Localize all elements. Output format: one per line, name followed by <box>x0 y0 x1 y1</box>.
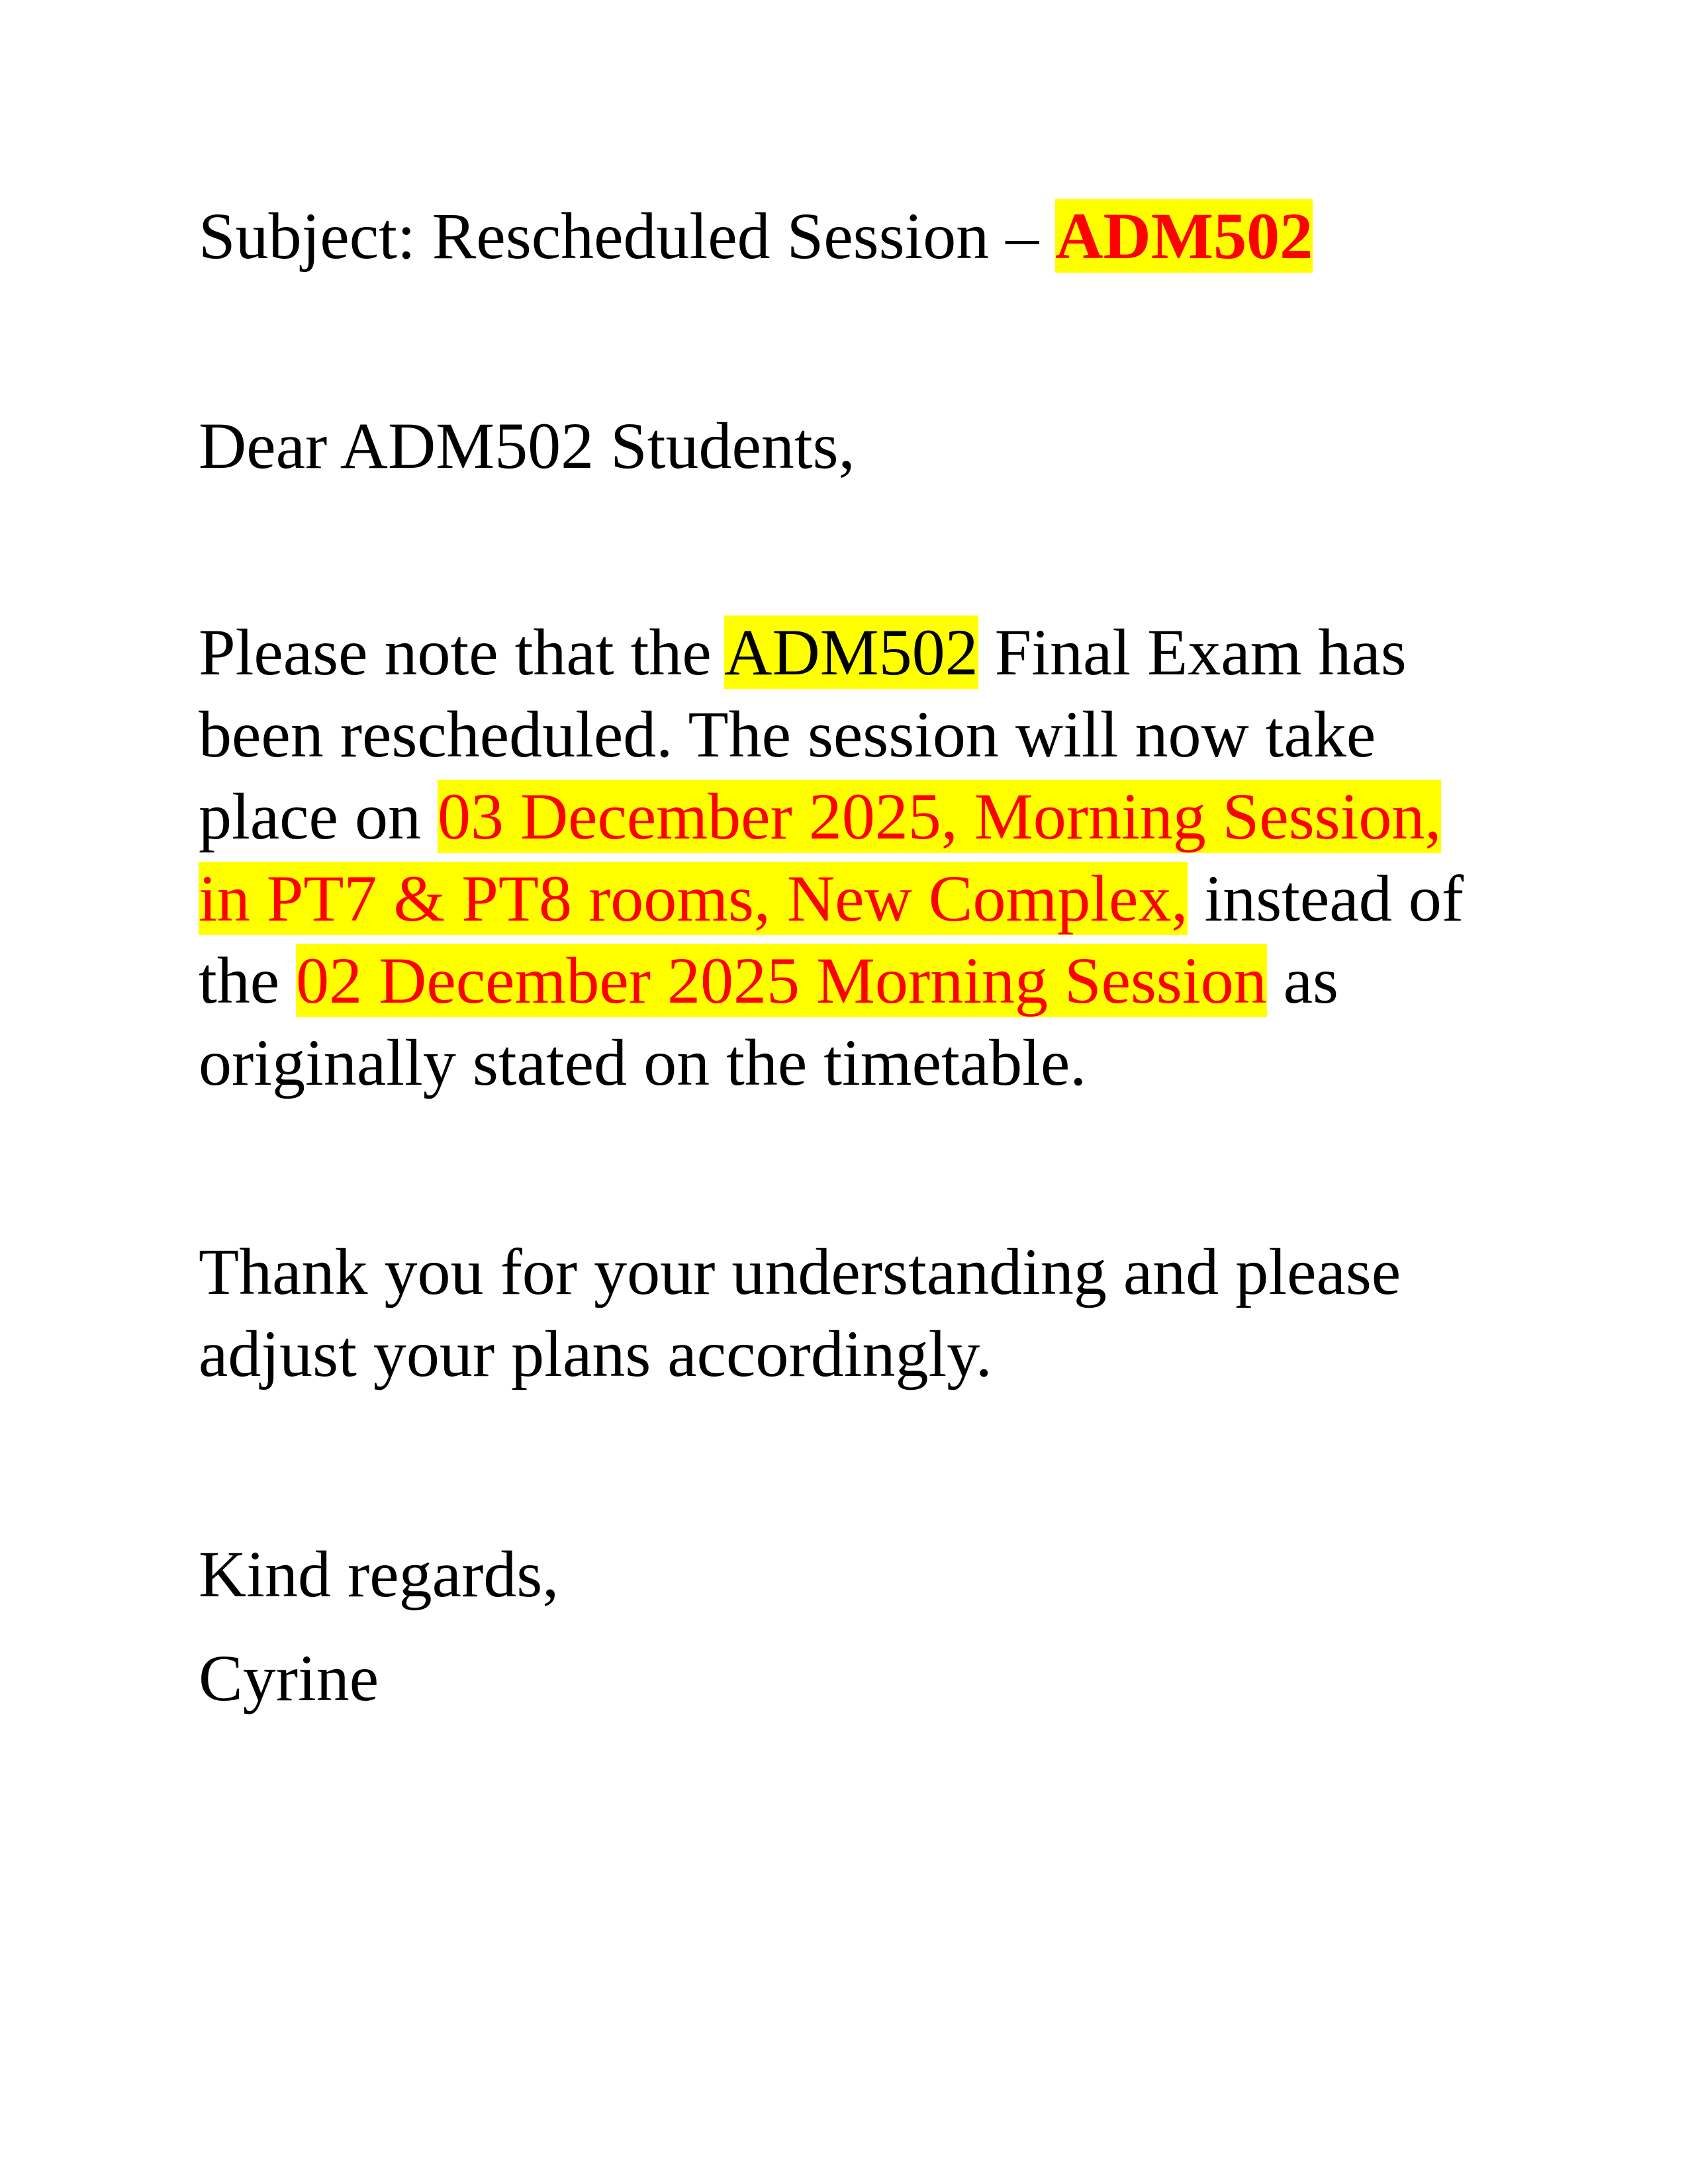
body-text-1: Please note that the <box>199 615 725 689</box>
body-text-2: Final Exam has been rescheduled. The session will now take place on <box>199 615 1407 853</box>
body-course-highlight: ADM502 <box>724 615 978 689</box>
subject-line <box>199 195 1496 277</box>
body-paragraph <box>199 612 1496 1104</box>
subject-course-highlight: ADM502 <box>1055 199 1313 273</box>
old-session-highlight: 02 December 2025 Morning Session <box>296 944 1267 1017</box>
signature-name: Cyrine <box>199 1641 379 1715</box>
closing: Kind regards, <box>199 1537 559 1611</box>
signoff <box>199 1522 1496 1730</box>
thanks-paragraph: Thank you for your understanding and please adjust your plans accordingly. <box>199 1235 1401 1390</box>
greeting: Dear ADM502 Students, <box>199 409 855 482</box>
new-session-highlight: 03 December 2025, Morning Session, in PT7 & PT8 rooms, New Complex, <box>199 780 1442 935</box>
subject-prefix: Subject: Rescheduled Session – <box>199 199 1056 273</box>
body-text-4: as originally stated on the timetable. <box>199 944 1338 1099</box>
body-text-3: instead of the <box>199 862 1464 1017</box>
